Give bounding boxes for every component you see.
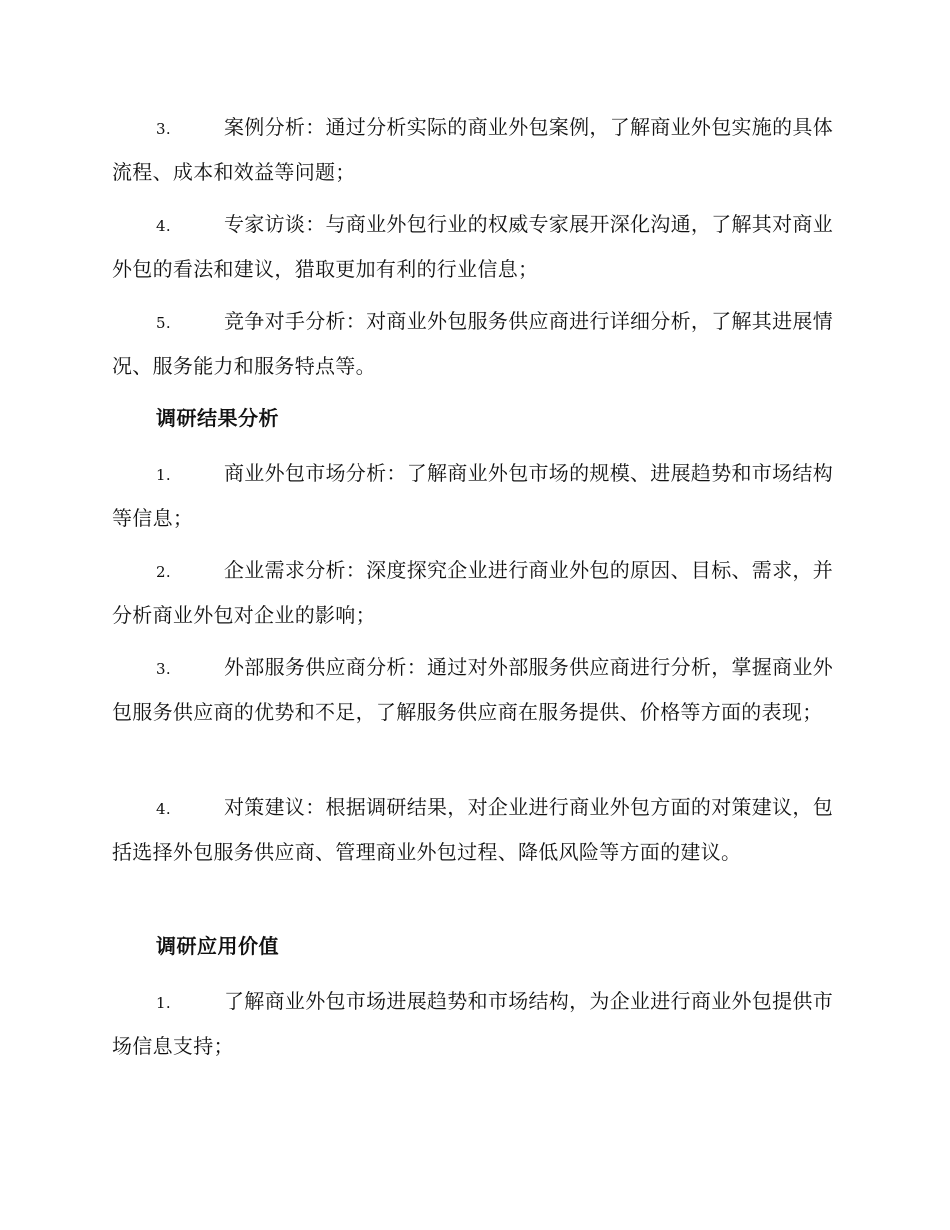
list-item bbox=[112, 646, 836, 734]
list-item-number: 2. bbox=[156, 563, 171, 581]
section-heading: 调研应用价值 bbox=[156, 934, 279, 958]
list-item-number: 1. bbox=[156, 994, 171, 1012]
list-item bbox=[112, 203, 836, 291]
list-item-number: 3. bbox=[156, 120, 171, 138]
list-item-text: 了解商业外包市场进展趋势和市场结构，为企业进行商业外包提供市场信息支持； bbox=[112, 989, 833, 1058]
list-item-number: 4. bbox=[156, 217, 171, 235]
list-item-text: 竞争对手分析：对商业外包服务供应商进行详细分析，了解其进展情况、服务能力和服务特点等。 bbox=[112, 309, 833, 378]
list-item bbox=[112, 300, 836, 388]
list-item bbox=[112, 786, 836, 874]
list-item-text: 案例分析：通过分析实际的商业外包案例，了解商业外包实施的具体流程、成本和效益等问题； bbox=[112, 115, 833, 184]
list-item-number: 1. bbox=[156, 466, 171, 484]
list-item-text: 专家访谈：与商业外包行业的权威专家展开深化沟通，了解其对商业外包的看法和建议，猎取更加有利的行业信息； bbox=[112, 212, 833, 281]
list-item-text: 商业外包市场分析：了解商业外包市场的规模、进展趋势和市场结构等信息； bbox=[112, 461, 833, 530]
list-item bbox=[112, 980, 836, 1068]
section-heading: 调研结果分析 bbox=[156, 406, 279, 430]
list-item bbox=[112, 106, 836, 194]
list-item-text: 外部服务供应商分析：通过对外部服务供应商进行分析，掌握商业外包服务供应商的优势和不足，了解服务供应商在服务提供、价格等方面的表现； bbox=[112, 655, 833, 724]
list-item-text: 企业需求分析：深度探究企业进行商业外包的原因、目标、需求，并分析商业外包对企业的影响； bbox=[112, 558, 833, 627]
list-item-text: 对策建议：根据调研结果，对企业进行商业外包方面的对策建议，包括选择外包服务供应商、管理商业外包过程、降低风险等方面的建议。 bbox=[112, 795, 833, 864]
list-item bbox=[112, 549, 836, 637]
list-item-number: 4. bbox=[156, 800, 171, 818]
list-item-number: 5. bbox=[156, 314, 171, 332]
list-item bbox=[112, 452, 836, 540]
list-item-number: 3. bbox=[156, 660, 171, 678]
